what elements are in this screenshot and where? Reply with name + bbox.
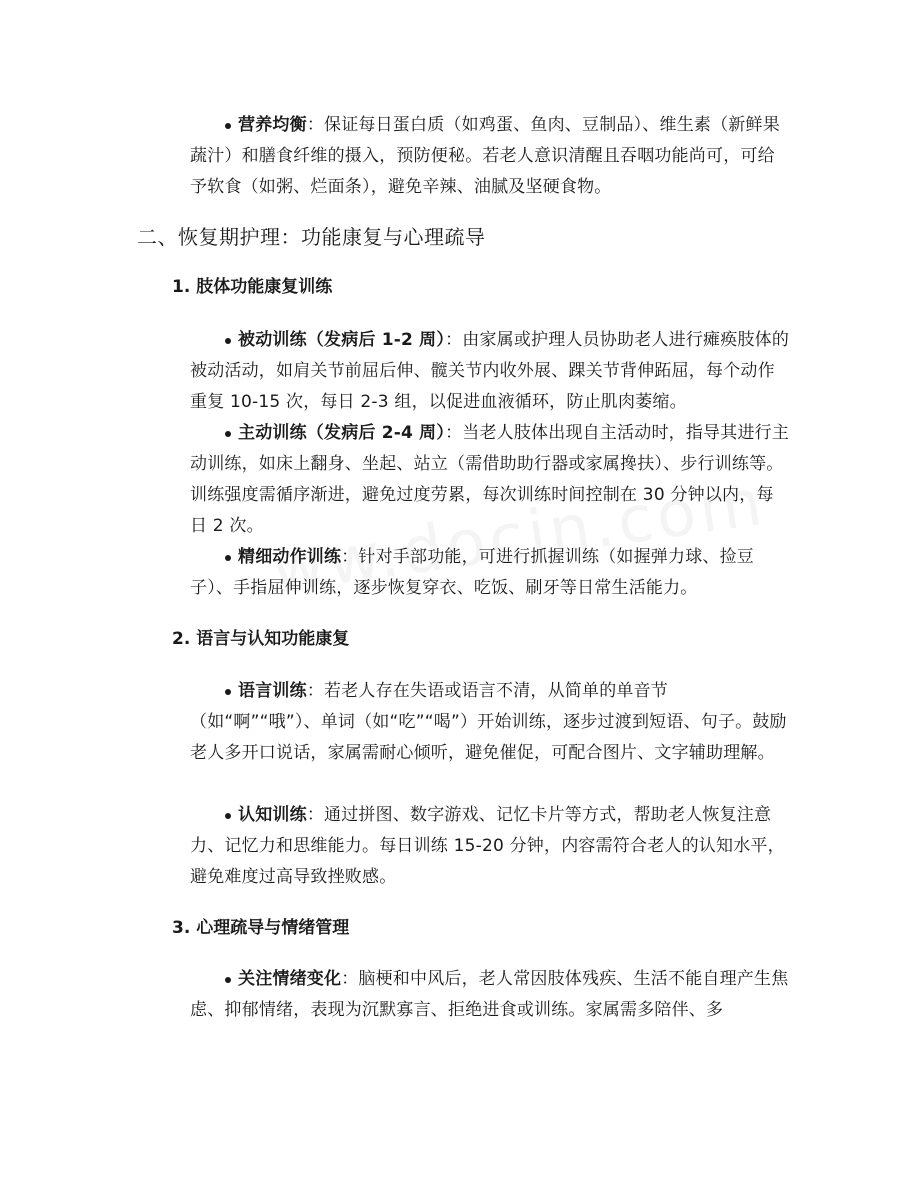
bullet-nutrition — [190, 110, 790, 203]
section-heading-recovery: 二、恢复期护理：功能康复与心理疏导 — [137, 225, 486, 249]
bullet-text: ：针对手部功能，可进行抓握训练（如握弹力球、捡豆子）、手指屈伸训练，逐步恢复穿衣、吃饭、刷牙等日常生活能力。 — [190, 547, 755, 598]
bullet-active-training — [190, 418, 790, 542]
bullet-cognitive-training — [190, 800, 790, 893]
bullet-emotion-watch — [190, 964, 790, 1026]
bullet-term: 主动训练（发病后 2-4 周） — [238, 423, 446, 443]
bullet-term: 认知训练 — [238, 805, 307, 825]
bullet-text: ：脑梗和中风后，老人常因肢体残疾、生活不能自理产生焦虑、抑郁情绪，表现为沉默寡言、拒绝进食或训练。家属需多陪伴、多 — [190, 969, 789, 1020]
bullet-fine-motor — [190, 542, 790, 604]
bullet-text: ：由家属或护理人员协助老人进行瘫痪肢体的被动活动，如肩关节前屈后伸、髋关节内收外展、踝关节背伸跖屈，每个动作重复 10-15 次，每日 2-3 组，以促进血液循环，防止肌肉萎缩。 — [190, 330, 790, 412]
subheading-limb-rehab: 1. 肢体功能康复训练 — [172, 277, 333, 297]
bullet-text: ：当老人肢体出现自主活动时，指导其进行主动训练，如床上翻身、坐起、站立（需借助助行器或家属搀扶）、步行训练等。训练强度需循序渐进，避免过度劳累，每次训练时间控制在 30 分钟以内，每日 2 次。 — [190, 423, 790, 536]
bullet-term: 被动训练（发病后 1-2 周） — [238, 330, 446, 350]
bullet-term: 精细动作训练 — [238, 547, 342, 567]
subheading-psychological: 3. 心理疏导与情绪管理 — [172, 918, 350, 938]
bullet-language-training — [190, 676, 790, 769]
subheading-language-cognitive: 2. 语言与认知功能康复 — [172, 629, 350, 649]
bullet-term: 语言训练 — [238, 681, 307, 701]
bullet-passive-training — [190, 325, 790, 418]
bullet-text: ：保证每日蛋白质（如鸡蛋、鱼肉、豆制品）、维生素（新鲜果蔬汁）和膳食纤维的摄入，预防便秘。若老人意识清醒且吞咽功能尚可，可给予软食（如粥、烂面条），避免辛辣、油腻及坚硬食物。 — [190, 115, 780, 197]
bullet-text: ：若老人存在失语或语言不清，从简单的单音节（如“啊”“哦”）、单词（如“吃”“喝”）开始训练，逐步过渡到短语、句子。鼓励老人多开口说话，家属需耐心倾听，避免催促，可配合图片、文字辅助理解。 — [190, 681, 787, 763]
bullet-term: 关注情绪变化 — [238, 969, 342, 989]
bullet-term: 营养均衡 — [238, 115, 307, 135]
bullet-text: ：通过拼图、数字游戏、记忆卡片等方式，帮助老人恢复注意力、记忆力和思维能力。每日训练 15-20 分钟，内容需符合老人的认知水平，避免难度过高导致挫败感。 — [190, 805, 785, 887]
